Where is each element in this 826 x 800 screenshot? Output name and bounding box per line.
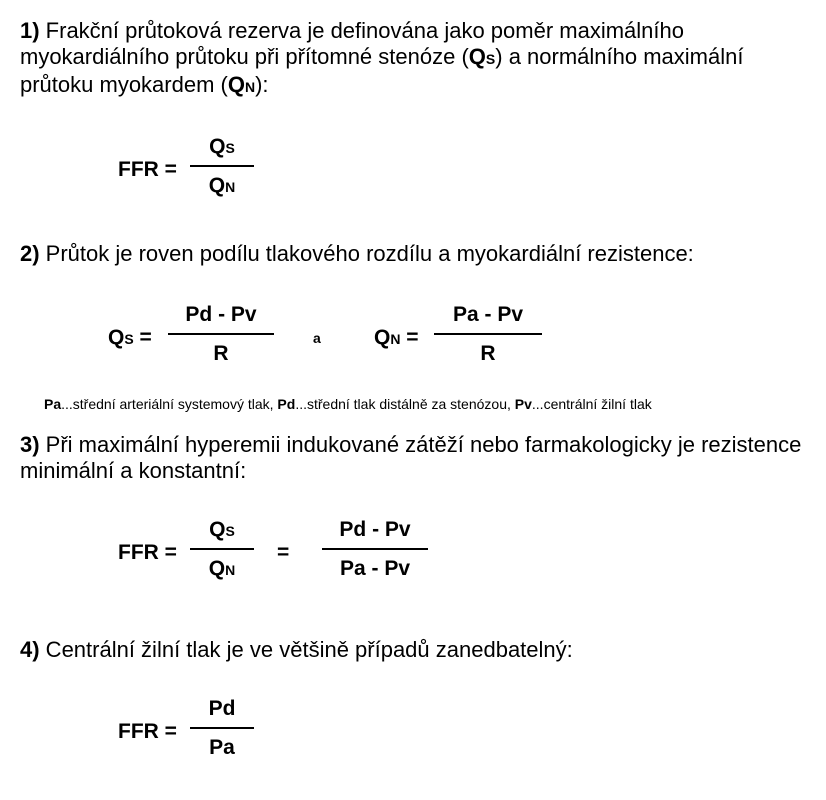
eq2-fraction-2 <box>434 302 542 367</box>
eq2-fraction-bar-2 <box>434 333 542 335</box>
eq3-num-sub: S <box>225 523 235 539</box>
eq1-num-q: Q <box>209 135 226 158</box>
eq2-lhs-equals: = <box>133 326 152 349</box>
eq3-fraction-bar-1 <box>190 548 254 550</box>
eq3-den-q: Q <box>208 557 226 580</box>
eq3-denominator-1 <box>190 556 254 582</box>
eq2-fraction-bar-1 <box>168 333 274 335</box>
eq2-rhs-sub: N <box>390 331 401 347</box>
eq2-lhs-q: Q <box>108 326 125 349</box>
legend-pd-text: ...střední tlak distálně za stenózou, <box>295 396 515 412</box>
paragraph-4-text: Centrální žilní tlak je ve většině případů zanedbatelný: <box>39 637 573 662</box>
paragraph-1 <box>20 18 810 100</box>
legend-pd: Pd <box>277 396 296 412</box>
item-number-3: 3) <box>20 432 40 457</box>
legend-pa: Pa <box>44 396 62 412</box>
legend-pv-text: ...centrální žilní tlak <box>531 396 652 412</box>
paragraph-1-text-b: ) a normálního maximální průtoku myokardem ( <box>20 44 744 97</box>
item-number-2: 2) <box>20 241 40 266</box>
eq1-lhs: FFR = <box>118 158 177 181</box>
eq2-rhs <box>374 326 419 350</box>
item-number-4: 4) <box>20 637 40 662</box>
eq1-numerator <box>190 134 254 160</box>
eq3-den-sub: N <box>225 562 236 578</box>
paragraph-3-text: Při maximální hyperemii indukované zátěží nebo farmakologicky je rezistence minimální a konstantní: <box>20 432 802 483</box>
eq2-rhs-q: Q <box>374 326 391 349</box>
eq3-equals: = <box>277 541 290 564</box>
q-n-letter: Q <box>227 72 245 97</box>
eq3-denominator-2: Pa - Pv <box>339 557 411 580</box>
eq4-fraction <box>190 696 254 761</box>
eq2-and: a <box>313 330 321 346</box>
q-n-symbol <box>228 72 255 97</box>
eq2-rhs-equals: = <box>400 326 419 349</box>
eq2-lhs <box>108 326 152 350</box>
eq1-fraction-bar <box>190 165 254 167</box>
paragraph-2 <box>20 241 810 267</box>
eq1-fraction <box>190 134 254 199</box>
eq3-numerator-2: Pd - Pv <box>339 518 411 541</box>
paragraph-3 <box>20 432 810 484</box>
eq4-numerator: Pd <box>208 697 236 720</box>
q-n-subscript: N <box>244 79 256 95</box>
paragraph-4 <box>20 637 810 663</box>
q-s-symbol <box>469 44 495 69</box>
eq3-lhs: FFR = <box>118 541 177 564</box>
eq1-den-q: Q <box>208 174 226 197</box>
eq3-fraction-2 <box>322 517 428 582</box>
paragraph-1-text-c: ): <box>255 72 269 97</box>
eq2-numerator-2: Pa - Pv <box>452 303 524 326</box>
eq3-num-q: Q <box>209 518 226 541</box>
eq2-denominator-1: R <box>213 342 229 365</box>
eq4-denominator: Pa <box>209 736 235 759</box>
q-s-subscript: S <box>485 51 496 67</box>
eq3-fraction-bar-2 <box>322 548 428 550</box>
eq2-numerator-1: Pd - Pv <box>185 303 257 326</box>
eq1-num-sub: S <box>225 140 235 156</box>
eq2-fraction-1 <box>168 302 274 367</box>
q-s-letter: Q <box>468 44 486 69</box>
paragraph-2-text: Průtok je roven podílu tlakového rozdílu a myokardiální rezistence: <box>39 241 694 266</box>
eq2-denominator-2: R <box>480 342 496 365</box>
eq4-fraction-bar <box>190 727 254 729</box>
eq1-denominator <box>190 173 254 199</box>
eq3-fraction-1 <box>190 517 254 582</box>
eq3-numerator-1 <box>190 517 254 543</box>
variable-legend <box>44 395 652 413</box>
eq2-lhs-sub: S <box>124 331 134 347</box>
item-number-1: 1) <box>20 18 40 43</box>
eq1-den-sub: N <box>225 179 236 195</box>
legend-pa-text: ...střední arteriální systemový tlak, <box>61 396 278 412</box>
legend-pv: Pv <box>514 396 532 412</box>
paragraph-1-text-a: Frakční průtoková rezerva je definována jako poměr maximálního myokardiálního průtoku při přítomné stenóze ( <box>20 18 684 69</box>
eq4-lhs: FFR = <box>118 720 177 743</box>
